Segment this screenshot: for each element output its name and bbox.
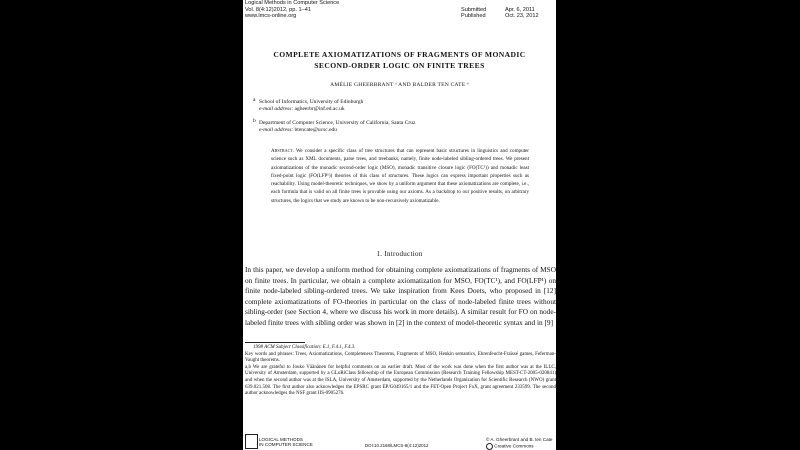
license[interactable]: Creative Commons	[494, 443, 534, 449]
affiliation-b-email	[259, 127, 337, 133]
keywords: Key words and phrases: Trees, Axiomatizations, Completeness Theorems, Fragments of MSO, Henkin semantics, Ehrenfeucht-Fraïssé games, Feferman-Vaught theorems.	[245, 351, 556, 364]
intro-paragraph: In this paper, we develop a uniform method for obtaining complete axiomatizations of fragments of MSO on finite trees. In particular, we obtain a complete axiomatization for MSO, FO(TC¹), and FO(LFP¹) on finite node-labeled sibling-ordered trees. We take inspiration from Kees Doets, who proposed in [12] complete axiomatizations of FO-theories in particular on the class of node-labeled finite trees without sibling-order (see Section 4, where we discuss his work in more details). A similar result for FO on node-labeled finite trees with sibling order was shown in [2] in the context of model-theoretic syntax and in [9]	[245, 265, 556, 327]
abstract	[271, 147, 529, 205]
abstract-label: Abstract.	[271, 148, 294, 154]
acknowledgements: a,b We are grateful to Jouko Väänänen for helpful comments on an earlier draft. Most of the work was done when the first author was at the ILLC, University of Amsterdam, supported by a GLoRiClass fellowship of the European Commission (Research Training Fellowship MEST-CT-2005-020841) and when the second author was at the ISLA, University of Amsterdam, supported by the Netherlands Organization for Scientific Research (NWO) grant 639.021.508. The first author also acknowledges the EPSRC grant EP/G049165/1 and the FET-Open Project FoX, grant agreement 233599. The second author acknowledges the NSF grant IIS-0905276.	[245, 364, 556, 397]
lmcs-logo-text	[259, 437, 313, 447]
paper-title-line2: SECOND-ORDER LOGIC ON FINITE TREES	[314, 61, 485, 70]
submitted-label: Submitted	[461, 6, 487, 13]
paper-authors: AMÉLIE GHEERBRANT ᵃ AND BALDER TEN CATE ᵇ	[330, 82, 469, 88]
email-label: e-mail address:	[259, 127, 294, 133]
email-address[interactable]: agheerbr@inf.ed.ac.uk	[294, 106, 345, 112]
logo-line1: LOGICAL METHODS	[259, 437, 303, 442]
section-heading: 1. Introduction	[376, 250, 423, 258]
submitted-date: Apr. 6, 2011	[505, 6, 535, 13]
doi[interactable]: DOI:10.2168/LMCS-8(4:12)2012	[365, 443, 429, 448]
paper-title-line1: COMPLETE AXIOMATIZATIONS OF FRAGMENTS OF MONADIC	[273, 50, 526, 59]
journal-volume: Vol. 8(4:12)2012, pp. 1–41	[245, 6, 311, 13]
footnote-rule	[245, 342, 305, 343]
copyright-block	[486, 437, 552, 450]
email-address[interactable]: btencate@ucsc.edu	[294, 127, 338, 133]
affiliation-b-mark: b	[253, 118, 256, 124]
affiliation-a-mark: a	[253, 97, 256, 103]
email-label: e-mail address:	[259, 106, 294, 112]
journal-url[interactable]: www.lmcs-online.org	[245, 13, 297, 19]
published-date: Oct. 23, 2012	[505, 13, 539, 19]
footnotes	[245, 345, 556, 398]
affiliation-a-email	[259, 106, 345, 112]
affiliation-a: School of Informatics, University of Edinburgh	[259, 99, 364, 105]
paper-page	[243, 0, 556, 450]
published-label: Published	[461, 13, 486, 19]
logo-line2: IN COMPUTER SCIENCE	[259, 442, 313, 447]
affiliation-b: Department of Computer Science, University of California, Santa Cruz	[259, 120, 416, 126]
copyright: © A. Gheerbrant and B. ten Cate	[486, 437, 553, 442]
creative-commons-icon	[486, 443, 493, 450]
lmcs-logo	[245, 434, 258, 449]
journal-name: Logical Methods in Computer Science	[245, 0, 340, 6]
acm-classification: 1998 ACM Subject Classification: E.1, F.4.1, F.4.3.	[253, 345, 356, 350]
abstract-text: We consider a specific class of tree structures that can represent basic structures in linguistics and computer science such as XML documents, parse trees, and treebanks, namely, finite node-labeled sibling-ordered trees. We present axiomatizations of the monadic second-order logic (MSO), monadic transitive closure logic (FO(TC¹)) and monadic least fixed-point logic (FO(LFP¹)) theories of this class of structures. These logics can express important properties such as reachability. Using model-theoretic techniques, we show by a uniform argument that these axiomatizations are complete, i.e., each formula that is valid on all finite trees is provable using our axioms. As a backdrop to our positive results, on arbitrary structures, the logics that we study are known to be non-recursively axiomatizable.	[271, 148, 530, 204]
